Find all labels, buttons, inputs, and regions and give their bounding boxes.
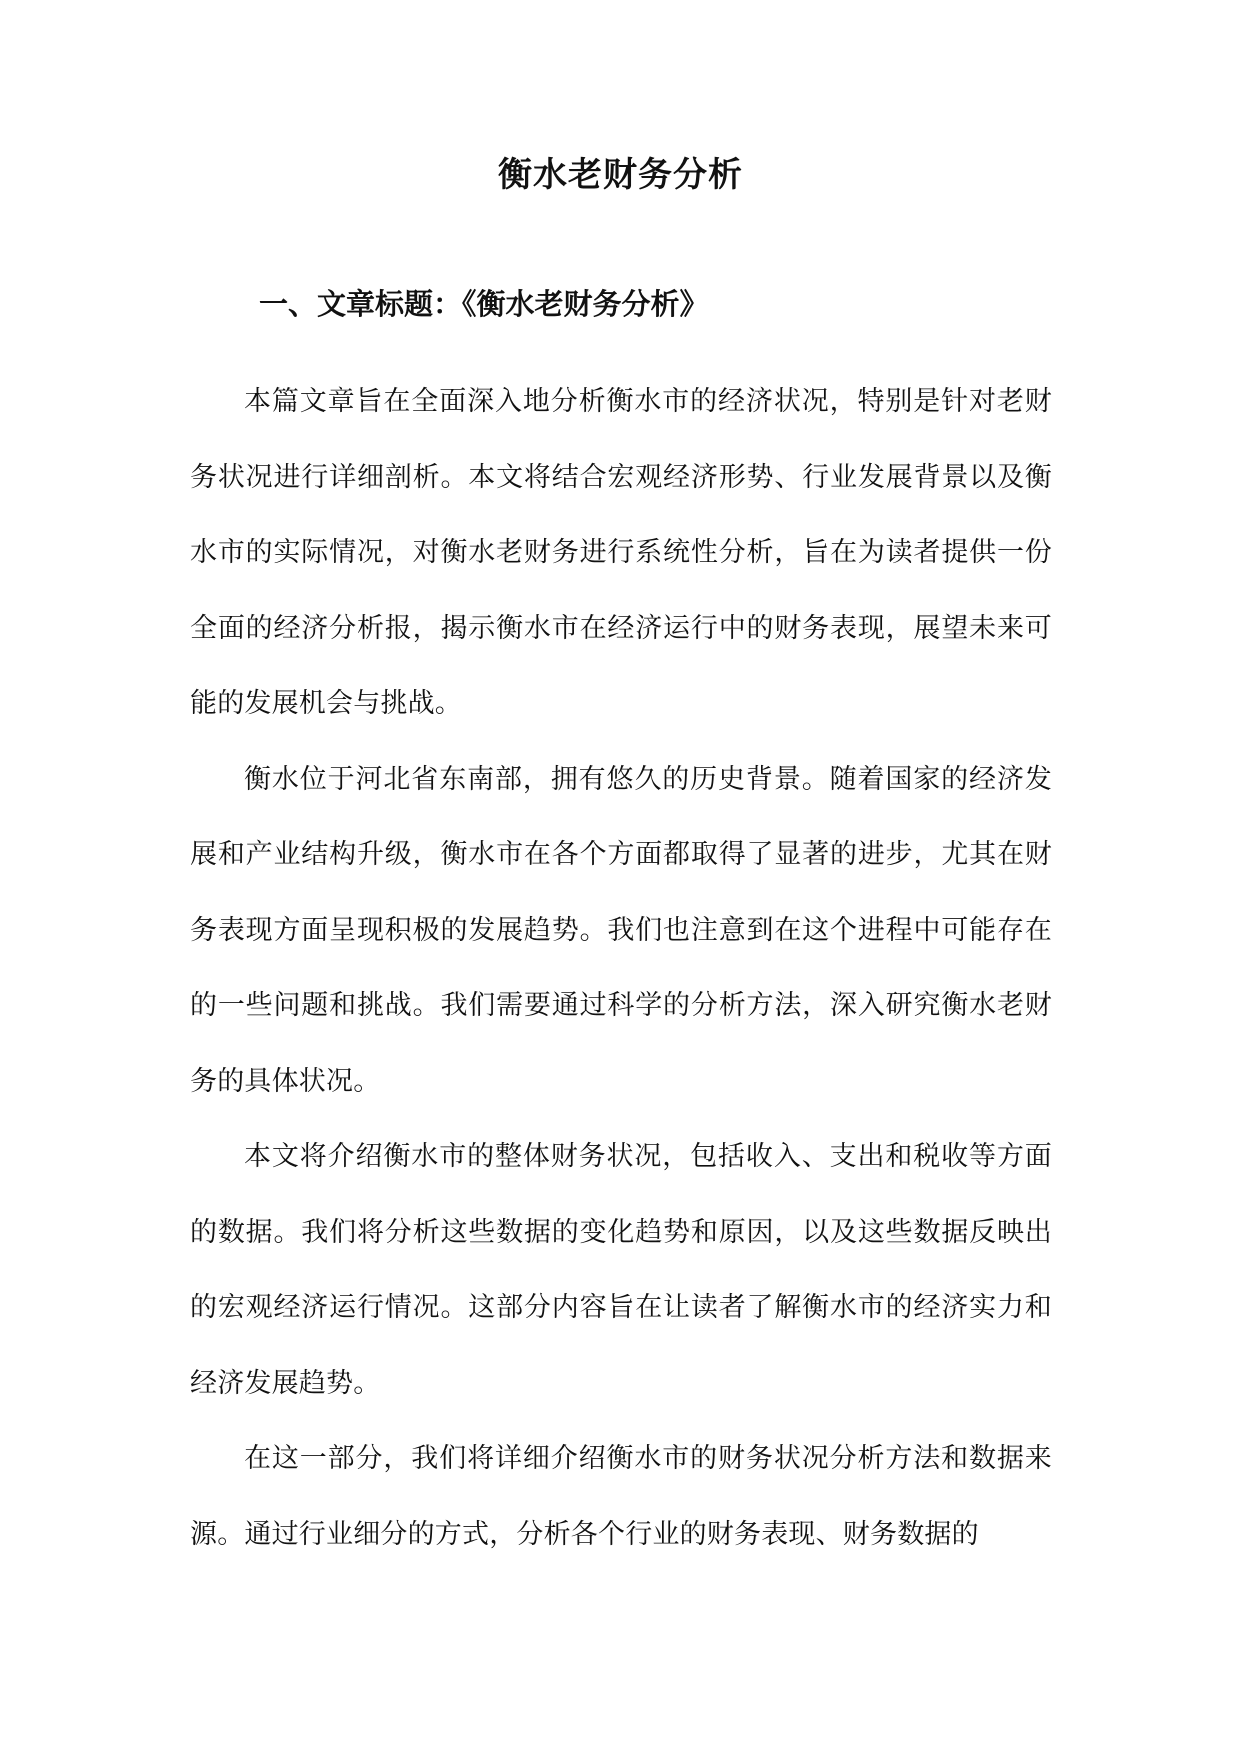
paragraph-background: 衡水位于河北省东南部，拥有悠久的历史背景。随着国家的经济发展和产业结构升级，衡水市在各个方面都取得了显著的进步，尤其在财务表现方面呈现积极的发展趋势。我们也注意到在这个进程中可能存在的一些问题和挑战。我们需要通过科学的分析方法，深入研究衡水老财务的具体状况。 bbox=[190, 763, 1052, 1097]
paragraph-methods: 在这一部分，我们将详细介绍衡水市的财务状况分析方法和数据来源。通过行业细分的方式，分析各个行业的财务表现、财务数据的 bbox=[190, 1443, 1052, 1550]
paragraph-intro: 本篇文章旨在全面深入地分析衡水市的经济状况，特别是针对老财务状况进行详细剖析。本文将结合宏观经济形势、行业发展背景以及衡水市的实际情况，对衡水老财务进行系统性分析，旨在为读者提供一份全面的经济分析报，揭示衡水市在经济运行中的财务表现，展望未来可能的发展机会与挑战。 bbox=[190, 386, 1052, 719]
section-heading: 一、文章标题：《衡水老财务分析》 bbox=[259, 287, 709, 321]
document-body bbox=[190, 364, 1052, 1572]
paragraph-overview: 本文将介绍衡水市的整体财务状况，包括收入、支出和税收等方面的数据。我们将分析这些数据的变化趋势和原因，以及这些数据反映出的宏观经济运行情况。这部分内容旨在让读者了解衡水市的经济实力和经济发展趋势。 bbox=[190, 1141, 1052, 1399]
document-title: 衡水老财务分析 bbox=[498, 155, 743, 195]
